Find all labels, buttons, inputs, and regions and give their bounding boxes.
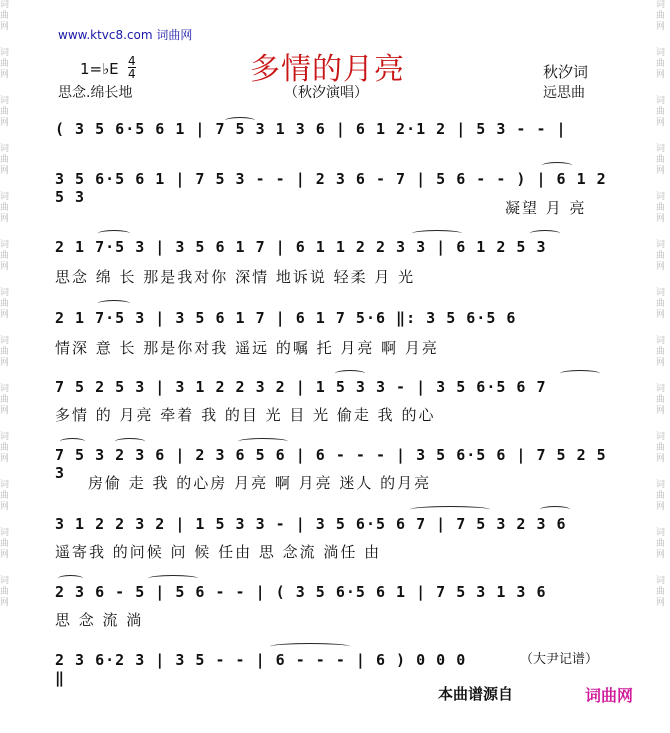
slur-mark [560, 370, 600, 377]
slur-mark [238, 438, 288, 445]
singer: （秋汐演唱） [284, 85, 368, 101]
right-watermark-column [656, 0, 670, 733]
slur-mark [530, 230, 560, 237]
watermark: 词曲网 [0, 48, 10, 80]
slur-mark [98, 230, 130, 237]
song-title: 多情的月亮 [250, 52, 405, 87]
watermark: 词曲网 [656, 384, 666, 416]
watermark: 词曲网 [656, 288, 666, 320]
watermark: 词曲网 [0, 240, 10, 272]
score-line-8: 2 3 6 - 5 | 5 6 - - | ( 3 5 6·5 6 1 | 7 5 3 1 3 6 [55, 583, 547, 601]
slur-mark [412, 230, 462, 237]
lyric-line-4: 情深 意 长 那是你对我 遥远 的嘱 托 月亮 啊 月亮 [55, 339, 439, 357]
score-line-1: ( 3 5 6·5 6 1 | 7 5 3 1 3 6 | 6 1 2·1 2 | 5 3 - - | [55, 120, 567, 138]
left-watermark-column [0, 0, 14, 733]
slur-mark [270, 643, 350, 650]
watermark: 词曲网 [656, 192, 666, 224]
score-line-7: 3 1 2 2 3 2 | 1 5 3 3 - | 3 5 6·5 6 7 | 7 5 3 2 3 6 [55, 515, 567, 533]
slur-mark [115, 438, 145, 445]
lyric-line-2: 凝望 月 亮 [505, 199, 587, 217]
key-signature: 1=♭E [80, 60, 119, 78]
lyric-line-8: 思 念 流 淌 [55, 611, 144, 629]
site-url[interactable]: www.ktvc8.com 词曲网 [58, 28, 193, 42]
slur-mark [540, 506, 570, 513]
score-line-3: 2 1 7·5 3 | 3 5 6 1 7 | 6 1 1 2 2 3 3 | 6 1 2 5 3 [55, 238, 547, 256]
watermark: 词曲网 [0, 144, 10, 176]
transcriber: （大尹记谱） [520, 652, 599, 667]
watermark: 词曲网 [0, 0, 10, 32]
watermark: 词曲网 [656, 48, 666, 80]
watermark: 词曲网 [0, 192, 10, 224]
slur-mark [60, 438, 85, 445]
watermark: 词曲网 [656, 576, 666, 608]
slur-mark [225, 117, 255, 124]
watermark: 词曲网 [0, 288, 10, 320]
score-line-5: 7 5 2 5 3 | 3 1 2 2 3 2 | 1 5 3 3 - | 3 5 6·5 6 7 [55, 378, 547, 396]
lyric-line-3: 思念 绵 长 那是我对你 深情 地诉说 轻柔 月 光 [55, 268, 416, 286]
watermark: 词曲网 [656, 480, 666, 512]
watermark: 词曲网 [656, 240, 666, 272]
score-line-2: 3 5 6·5 6 1 | 7 5 3 - - | 2 3 6 - 7 | 5 6 - - ) | 6 1 2 5 3 [55, 170, 607, 206]
slur-mark [410, 506, 490, 513]
site-logo[interactable]: 词曲网 [585, 686, 634, 705]
lyric-line-7: 遥寄我 的问候 问 候 任由 思 念流 淌任 由 [55, 543, 382, 561]
score-line-9: 2 3 6·2 3 | 3 5 - - | 6 - - - | 6 ) 0 0 0 ‖ [55, 651, 467, 687]
lyricist: 秋汐词 [543, 63, 589, 81]
score-line-4: 2 1 7·5 3 | 3 5 6 1 7 | 6 1 7 5·6 ‖: 3 5 6·5 6 [55, 309, 517, 327]
watermark: 词曲网 [0, 384, 10, 416]
score-line-6: 7 5 3 2 3 6 | 2 3 6 5 6 | 6 - - - | 3 5 6·5 6 | 7 5 2 5 3 [55, 446, 607, 482]
meter-bottom: 4 [128, 67, 136, 81]
slur-mark [98, 300, 130, 307]
watermark: 词曲网 [0, 432, 10, 464]
watermark: 词曲网 [656, 96, 666, 128]
lyric-line-5: 多情 的 月亮 牵着 我 的目 光 目 光 偷走 我 的心 [55, 406, 436, 424]
slur-mark [148, 575, 198, 582]
watermark: 词曲网 [0, 480, 10, 512]
slur-mark [335, 370, 365, 377]
composer: 远思曲 [543, 85, 585, 101]
watermark: 词曲网 [656, 144, 666, 176]
watermark: 词曲网 [656, 0, 666, 32]
expression-mark: 思念.绵长地 [58, 85, 133, 101]
watermark: 词曲网 [0, 96, 10, 128]
watermark: 词曲网 [656, 336, 666, 368]
slur-mark [58, 575, 83, 582]
source-text: 本曲谱源自 [438, 685, 514, 703]
watermark: 词曲网 [0, 576, 10, 608]
lyric-line-6: 房偷 走 我 的心房 月亮 啊 月亮 迷人 的月亮 [88, 474, 432, 492]
slur-mark [542, 162, 572, 169]
time-signature [128, 55, 136, 80]
watermark: 词曲网 [656, 528, 666, 560]
meter-top: 4 [128, 54, 136, 68]
watermark: 词曲网 [0, 336, 10, 368]
watermark: 词曲网 [0, 528, 10, 560]
watermark: 词曲网 [656, 432, 666, 464]
